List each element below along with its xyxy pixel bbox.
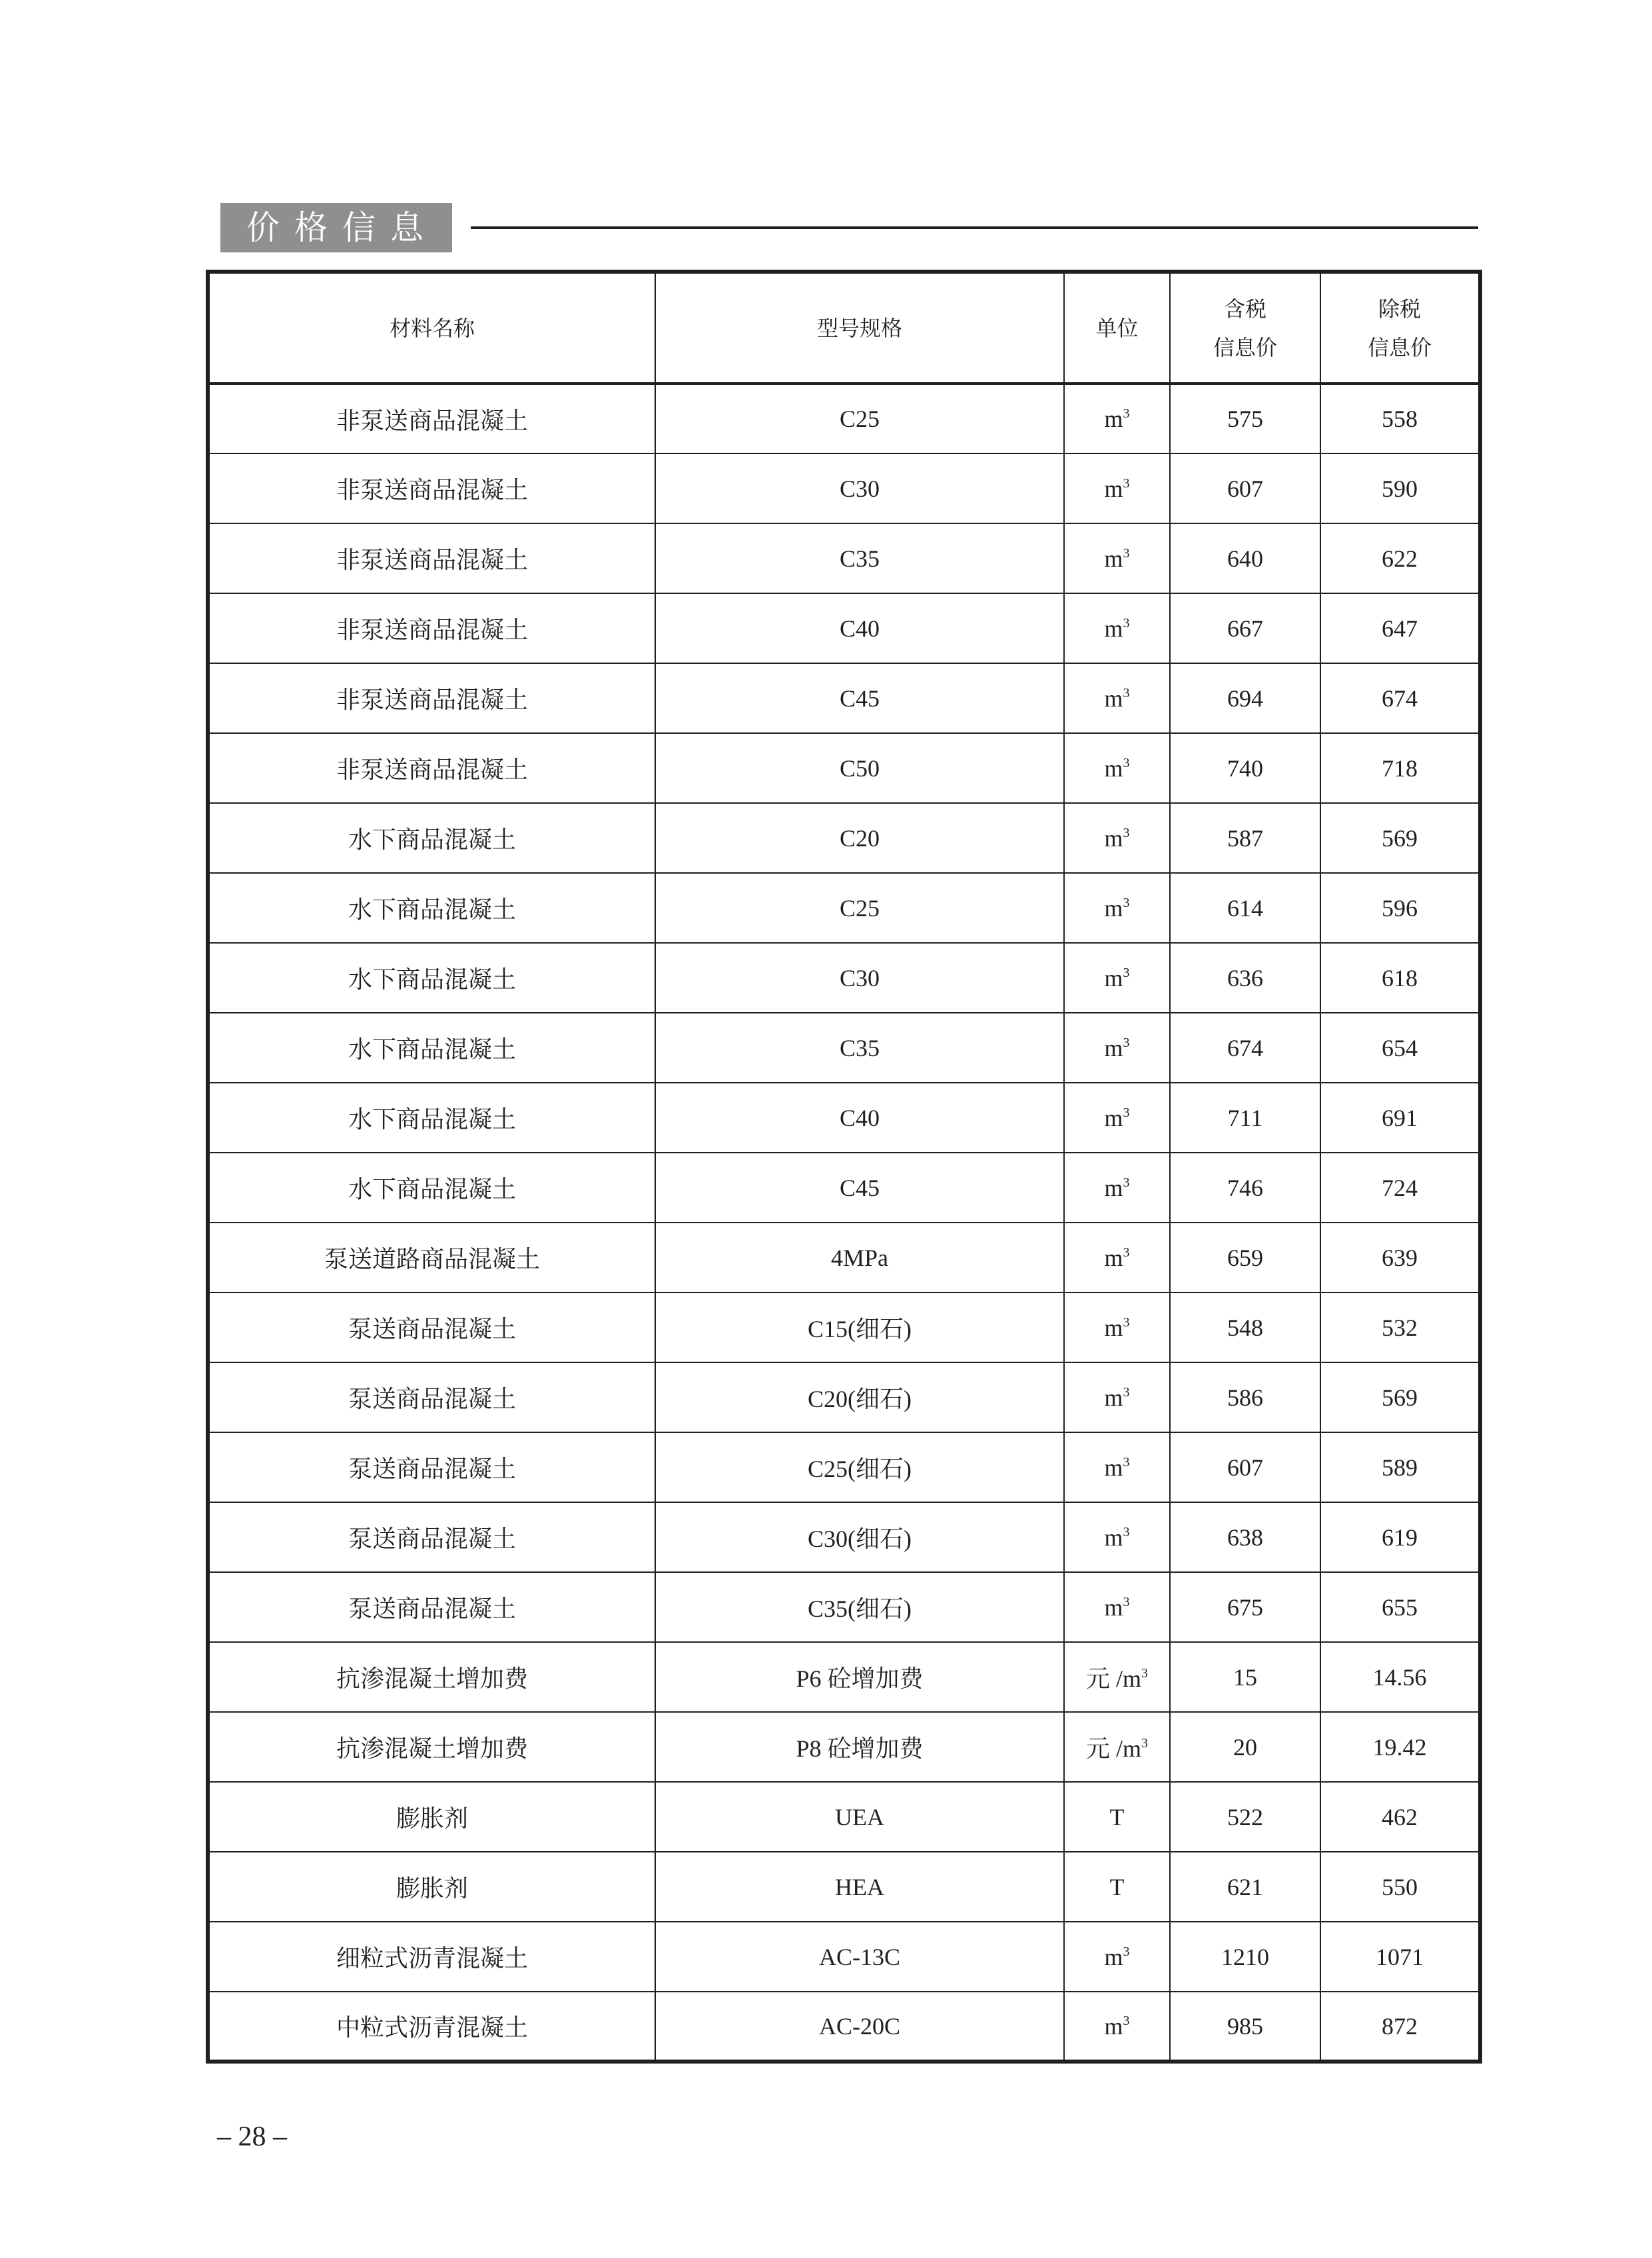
cell-tax-inclusive-price: 740 <box>1170 733 1320 803</box>
unit-text: m <box>1104 1943 1123 1970</box>
cell-tax-inclusive-price: 522 <box>1170 1782 1320 1852</box>
cell-name: 抗渗混凝土增加费 <box>208 1712 655 1782</box>
cell-name: 非泵送商品混凝土 <box>208 593 655 663</box>
table-row <box>208 1153 1480 1223</box>
cell-tax-exclusive-price: 639 <box>1320 1223 1480 1292</box>
unit-text: m <box>1104 1104 1123 1131</box>
cell-tax-exclusive-price: 462 <box>1320 1782 1480 1852</box>
unit-superscript: 3 <box>1123 2013 1130 2028</box>
cell-tax-exclusive-price: 590 <box>1320 453 1480 523</box>
header-tax-inclusive-line2: 信息价 <box>1213 334 1277 360</box>
unit-superscript: 3 <box>1123 475 1130 491</box>
cell-spec: AC-13C <box>655 1922 1064 1992</box>
unit-text: m <box>1104 545 1123 572</box>
cell-tax-exclusive-price: 569 <box>1320 803 1480 873</box>
cell-tax-inclusive-price: 587 <box>1170 803 1320 873</box>
cell-spec: C35(细石) <box>655 1572 1064 1642</box>
cell-unit <box>1064 1013 1170 1083</box>
cell-tax-inclusive-price: 548 <box>1170 1292 1320 1362</box>
cell-unit <box>1064 1432 1170 1502</box>
cell-tax-inclusive-price: 694 <box>1170 663 1320 733</box>
cell-tax-inclusive-price: 607 <box>1170 1432 1320 1502</box>
unit-superscript: 3 <box>1123 1384 1130 1400</box>
cell-spec: C50 <box>655 733 1064 803</box>
table-row <box>208 1642 1480 1712</box>
table-row <box>208 1782 1480 1852</box>
cell-tax-inclusive-price: 746 <box>1170 1153 1320 1223</box>
table-row <box>208 1083 1480 1153</box>
unit-text: m <box>1104 1314 1123 1341</box>
cell-tax-inclusive-price: 614 <box>1170 873 1320 943</box>
cell-spec: AC-20C <box>655 1992 1064 2062</box>
cell-tax-inclusive-price: 667 <box>1170 593 1320 663</box>
cell-tax-inclusive-price: 675 <box>1170 1572 1320 1642</box>
unit-text: m <box>1104 475 1123 502</box>
table-row <box>208 1712 1480 1782</box>
cell-name: 水下商品混凝土 <box>208 1153 655 1223</box>
unit-superscript: 3 <box>1123 545 1130 561</box>
table-row <box>208 1013 1480 1083</box>
unit-superscript: 3 <box>1123 1944 1130 1959</box>
header-tax-exclusive-line2: 信息价 <box>1367 334 1432 360</box>
cell-unit <box>1064 733 1170 803</box>
cell-spec: C20 <box>655 803 1064 873</box>
cell-name: 水下商品混凝土 <box>208 803 655 873</box>
cell-tax-exclusive-price: 618 <box>1320 943 1480 1013</box>
cell-tax-exclusive-price: 550 <box>1320 1852 1480 1922</box>
cell-unit <box>1064 1223 1170 1292</box>
cell-unit <box>1064 1572 1170 1642</box>
cell-tax-exclusive-price: 19.42 <box>1320 1712 1480 1782</box>
cell-spec: C30 <box>655 453 1064 523</box>
cell-unit <box>1064 523 1170 593</box>
cell-unit <box>1064 1083 1170 1153</box>
cell-tax-inclusive-price: 711 <box>1170 1083 1320 1153</box>
cell-unit <box>1064 663 1170 733</box>
header-unit: 单位 <box>1064 272 1170 384</box>
table-row <box>208 1922 1480 1992</box>
cell-tax-exclusive-price: 718 <box>1320 733 1480 803</box>
table-row <box>208 1572 1480 1642</box>
cell-unit <box>1064 1712 1170 1782</box>
unit-text: m <box>1104 1034 1123 1061</box>
cell-name: 泵送道路商品混凝土 <box>208 1223 655 1292</box>
unit-text: m <box>1104 2012 1123 2040</box>
cell-unit <box>1064 1642 1170 1712</box>
table-row <box>208 1502 1480 1572</box>
cell-unit <box>1064 1502 1170 1572</box>
table-row <box>208 1432 1480 1502</box>
cell-unit <box>1064 1992 1170 2062</box>
unit-superscript: 3 <box>1123 895 1130 910</box>
cell-tax-exclusive-price: 619 <box>1320 1502 1480 1572</box>
cell-name: 非泵送商品混凝土 <box>208 663 655 733</box>
cell-spec: C25 <box>655 384 1064 453</box>
cell-tax-exclusive-price: 655 <box>1320 1572 1480 1642</box>
table-row <box>208 1362 1480 1432</box>
table-row <box>208 943 1480 1013</box>
cell-spec: C45 <box>655 663 1064 733</box>
cell-name: 非泵送商品混凝土 <box>208 733 655 803</box>
cell-name: 泵送商品混凝土 <box>208 1572 655 1642</box>
table-header-row <box>208 272 1480 384</box>
cell-unit <box>1064 873 1170 943</box>
cell-tax-inclusive-price: 607 <box>1170 453 1320 523</box>
cell-spec: C30 <box>655 943 1064 1013</box>
header-tax-exclusive <box>1320 272 1480 384</box>
header-spec: 型号规格 <box>655 272 1064 384</box>
table-row <box>208 593 1480 663</box>
unit-text: 元 /m <box>1085 1735 1141 1762</box>
cell-unit <box>1064 593 1170 663</box>
table-row <box>208 1223 1480 1292</box>
cell-spec: UEA <box>655 1782 1064 1852</box>
unit-text: T <box>1109 1803 1125 1831</box>
table-row <box>208 1992 1480 2062</box>
unit-superscript: 3 <box>1123 1314 1130 1330</box>
cell-spec: C35 <box>655 523 1064 593</box>
cell-unit <box>1064 384 1170 453</box>
table-row <box>208 873 1480 943</box>
cell-name: 膨胀剂 <box>208 1782 655 1852</box>
cell-name: 膨胀剂 <box>208 1852 655 1922</box>
cell-unit <box>1064 453 1170 523</box>
page-number: – 28 – <box>217 2121 287 2152</box>
unit-text: m <box>1104 894 1123 922</box>
unit-superscript: 3 <box>1123 685 1130 701</box>
cell-tax-exclusive-price: 532 <box>1320 1292 1480 1362</box>
unit-superscript: 3 <box>1123 406 1130 421</box>
unit-text: m <box>1104 406 1123 432</box>
cell-tax-exclusive-price: 654 <box>1320 1013 1480 1083</box>
cell-unit <box>1064 943 1170 1013</box>
cell-unit <box>1064 1153 1170 1223</box>
table-row <box>208 1852 1480 1922</box>
cell-name: 泵送商品混凝土 <box>208 1432 655 1502</box>
cell-spec: C45 <box>655 1153 1064 1223</box>
unit-text: m <box>1104 754 1123 782</box>
cell-tax-exclusive-price: 724 <box>1320 1153 1480 1223</box>
unit-text: 元 /m <box>1085 1665 1141 1692</box>
cell-tax-exclusive-price: 674 <box>1320 663 1480 733</box>
cell-spec: C40 <box>655 1083 1064 1153</box>
cell-unit <box>1064 1922 1170 1992</box>
cell-unit <box>1064 803 1170 873</box>
cell-name: 泵送商品混凝土 <box>208 1292 655 1362</box>
cell-spec: HEA <box>655 1852 1064 1922</box>
cell-tax-exclusive-price: 622 <box>1320 523 1480 593</box>
cell-name: 水下商品混凝土 <box>208 873 655 943</box>
cell-spec: C30(细石) <box>655 1502 1064 1572</box>
table-row <box>208 663 1480 733</box>
unit-superscript: 3 <box>1123 615 1130 631</box>
cell-name: 水下商品混凝土 <box>208 1083 655 1153</box>
cell-tax-exclusive-price: 691 <box>1320 1083 1480 1153</box>
cell-tax-exclusive-price: 569 <box>1320 1362 1480 1432</box>
unit-text: m <box>1104 1454 1123 1481</box>
cell-unit <box>1064 1292 1170 1362</box>
cell-tax-inclusive-price: 636 <box>1170 943 1320 1013</box>
cell-tax-exclusive-price: 872 <box>1320 1992 1480 2062</box>
table-row <box>208 733 1480 803</box>
table-row <box>208 803 1480 873</box>
cell-unit <box>1064 1852 1170 1922</box>
unit-superscript: 3 <box>1141 1736 1148 1751</box>
cell-spec: C35 <box>655 1013 1064 1083</box>
unit-text: m <box>1104 1384 1123 1411</box>
unit-superscript: 3 <box>1141 1666 1148 1681</box>
cell-tax-inclusive-price: 985 <box>1170 1992 1320 2062</box>
cell-tax-inclusive-price: 15 <box>1170 1642 1320 1712</box>
unit-text: m <box>1104 1524 1123 1551</box>
cell-spec: P8 砼增加费 <box>655 1712 1064 1782</box>
cell-tax-inclusive-price: 20 <box>1170 1712 1320 1782</box>
price-table <box>206 270 1482 2064</box>
unit-superscript: 3 <box>1123 1035 1130 1050</box>
table-row <box>208 1292 1480 1362</box>
unit-text: m <box>1104 615 1123 642</box>
cell-tax-inclusive-price: 640 <box>1170 523 1320 593</box>
cell-name: 非泵送商品混凝土 <box>208 384 655 453</box>
cell-spec: C25(细石) <box>655 1432 1064 1502</box>
table-row <box>208 523 1480 593</box>
unit-superscript: 3 <box>1123 1245 1130 1260</box>
header-tax-inclusive-line1: 含税 <box>1223 296 1266 322</box>
cell-spec: P6 砼增加费 <box>655 1642 1064 1712</box>
header-tax-exclusive-line1: 除税 <box>1378 296 1421 322</box>
unit-text: m <box>1104 1174 1123 1201</box>
unit-text: m <box>1104 1244 1123 1271</box>
cell-tax-exclusive-price: 558 <box>1320 384 1480 453</box>
cell-unit <box>1064 1782 1170 1852</box>
cell-tax-exclusive-price: 647 <box>1320 593 1480 663</box>
table-row <box>208 453 1480 523</box>
cell-tax-inclusive-price: 659 <box>1170 1223 1320 1292</box>
unit-superscript: 3 <box>1123 1524 1130 1540</box>
cell-name: 泵送商品混凝土 <box>208 1502 655 1572</box>
cell-tax-exclusive-price: 596 <box>1320 873 1480 943</box>
table-row <box>208 384 1480 453</box>
cell-tax-exclusive-price: 589 <box>1320 1432 1480 1502</box>
unit-superscript: 3 <box>1123 965 1130 980</box>
cell-tax-inclusive-price: 586 <box>1170 1362 1320 1432</box>
unit-text: m <box>1104 685 1123 712</box>
cell-name: 抗渗混凝土增加费 <box>208 1642 655 1712</box>
cell-unit <box>1064 1362 1170 1432</box>
cell-spec: C15(细石) <box>655 1292 1064 1362</box>
cell-name: 中粒式沥青混凝土 <box>208 1992 655 2062</box>
cell-spec: C25 <box>655 873 1064 943</box>
unit-text: m <box>1104 1593 1123 1621</box>
cell-tax-exclusive-price: 1071 <box>1320 1922 1480 1992</box>
cell-name: 细粒式沥青混凝土 <box>208 1922 655 1992</box>
cell-name: 泵送商品混凝土 <box>208 1362 655 1432</box>
cell-tax-inclusive-price: 621 <box>1170 1852 1320 1922</box>
unit-superscript: 3 <box>1123 825 1130 840</box>
cell-tax-inclusive-price: 1210 <box>1170 1922 1320 1992</box>
cell-tax-exclusive-price: 14.56 <box>1320 1642 1480 1712</box>
cell-name: 非泵送商品混凝土 <box>208 453 655 523</box>
cell-tax-inclusive-price: 638 <box>1170 1502 1320 1572</box>
unit-superscript: 3 <box>1123 755 1130 770</box>
cell-name: 非泵送商品混凝土 <box>208 523 655 593</box>
cell-spec: C40 <box>655 593 1064 663</box>
unit-superscript: 3 <box>1123 1105 1130 1120</box>
cell-tax-inclusive-price: 674 <box>1170 1013 1320 1083</box>
unit-text: m <box>1104 824 1123 852</box>
header-name: 材料名称 <box>208 272 655 384</box>
cell-tax-inclusive-price: 575 <box>1170 384 1320 453</box>
cell-name: 水下商品混凝土 <box>208 1013 655 1083</box>
unit-superscript: 3 <box>1123 1594 1130 1609</box>
unit-superscript: 3 <box>1123 1454 1130 1470</box>
cell-spec: 4MPa <box>655 1223 1064 1292</box>
section-title: 价格信息 <box>220 203 452 252</box>
cell-name: 水下商品混凝土 <box>208 943 655 1013</box>
title-divider <box>471 226 1478 229</box>
cell-spec: C20(细石) <box>655 1362 1064 1432</box>
unit-text: T <box>1109 1873 1125 1900</box>
unit-superscript: 3 <box>1123 1175 1130 1190</box>
unit-text: m <box>1104 964 1123 991</box>
header-tax-inclusive <box>1170 272 1320 384</box>
